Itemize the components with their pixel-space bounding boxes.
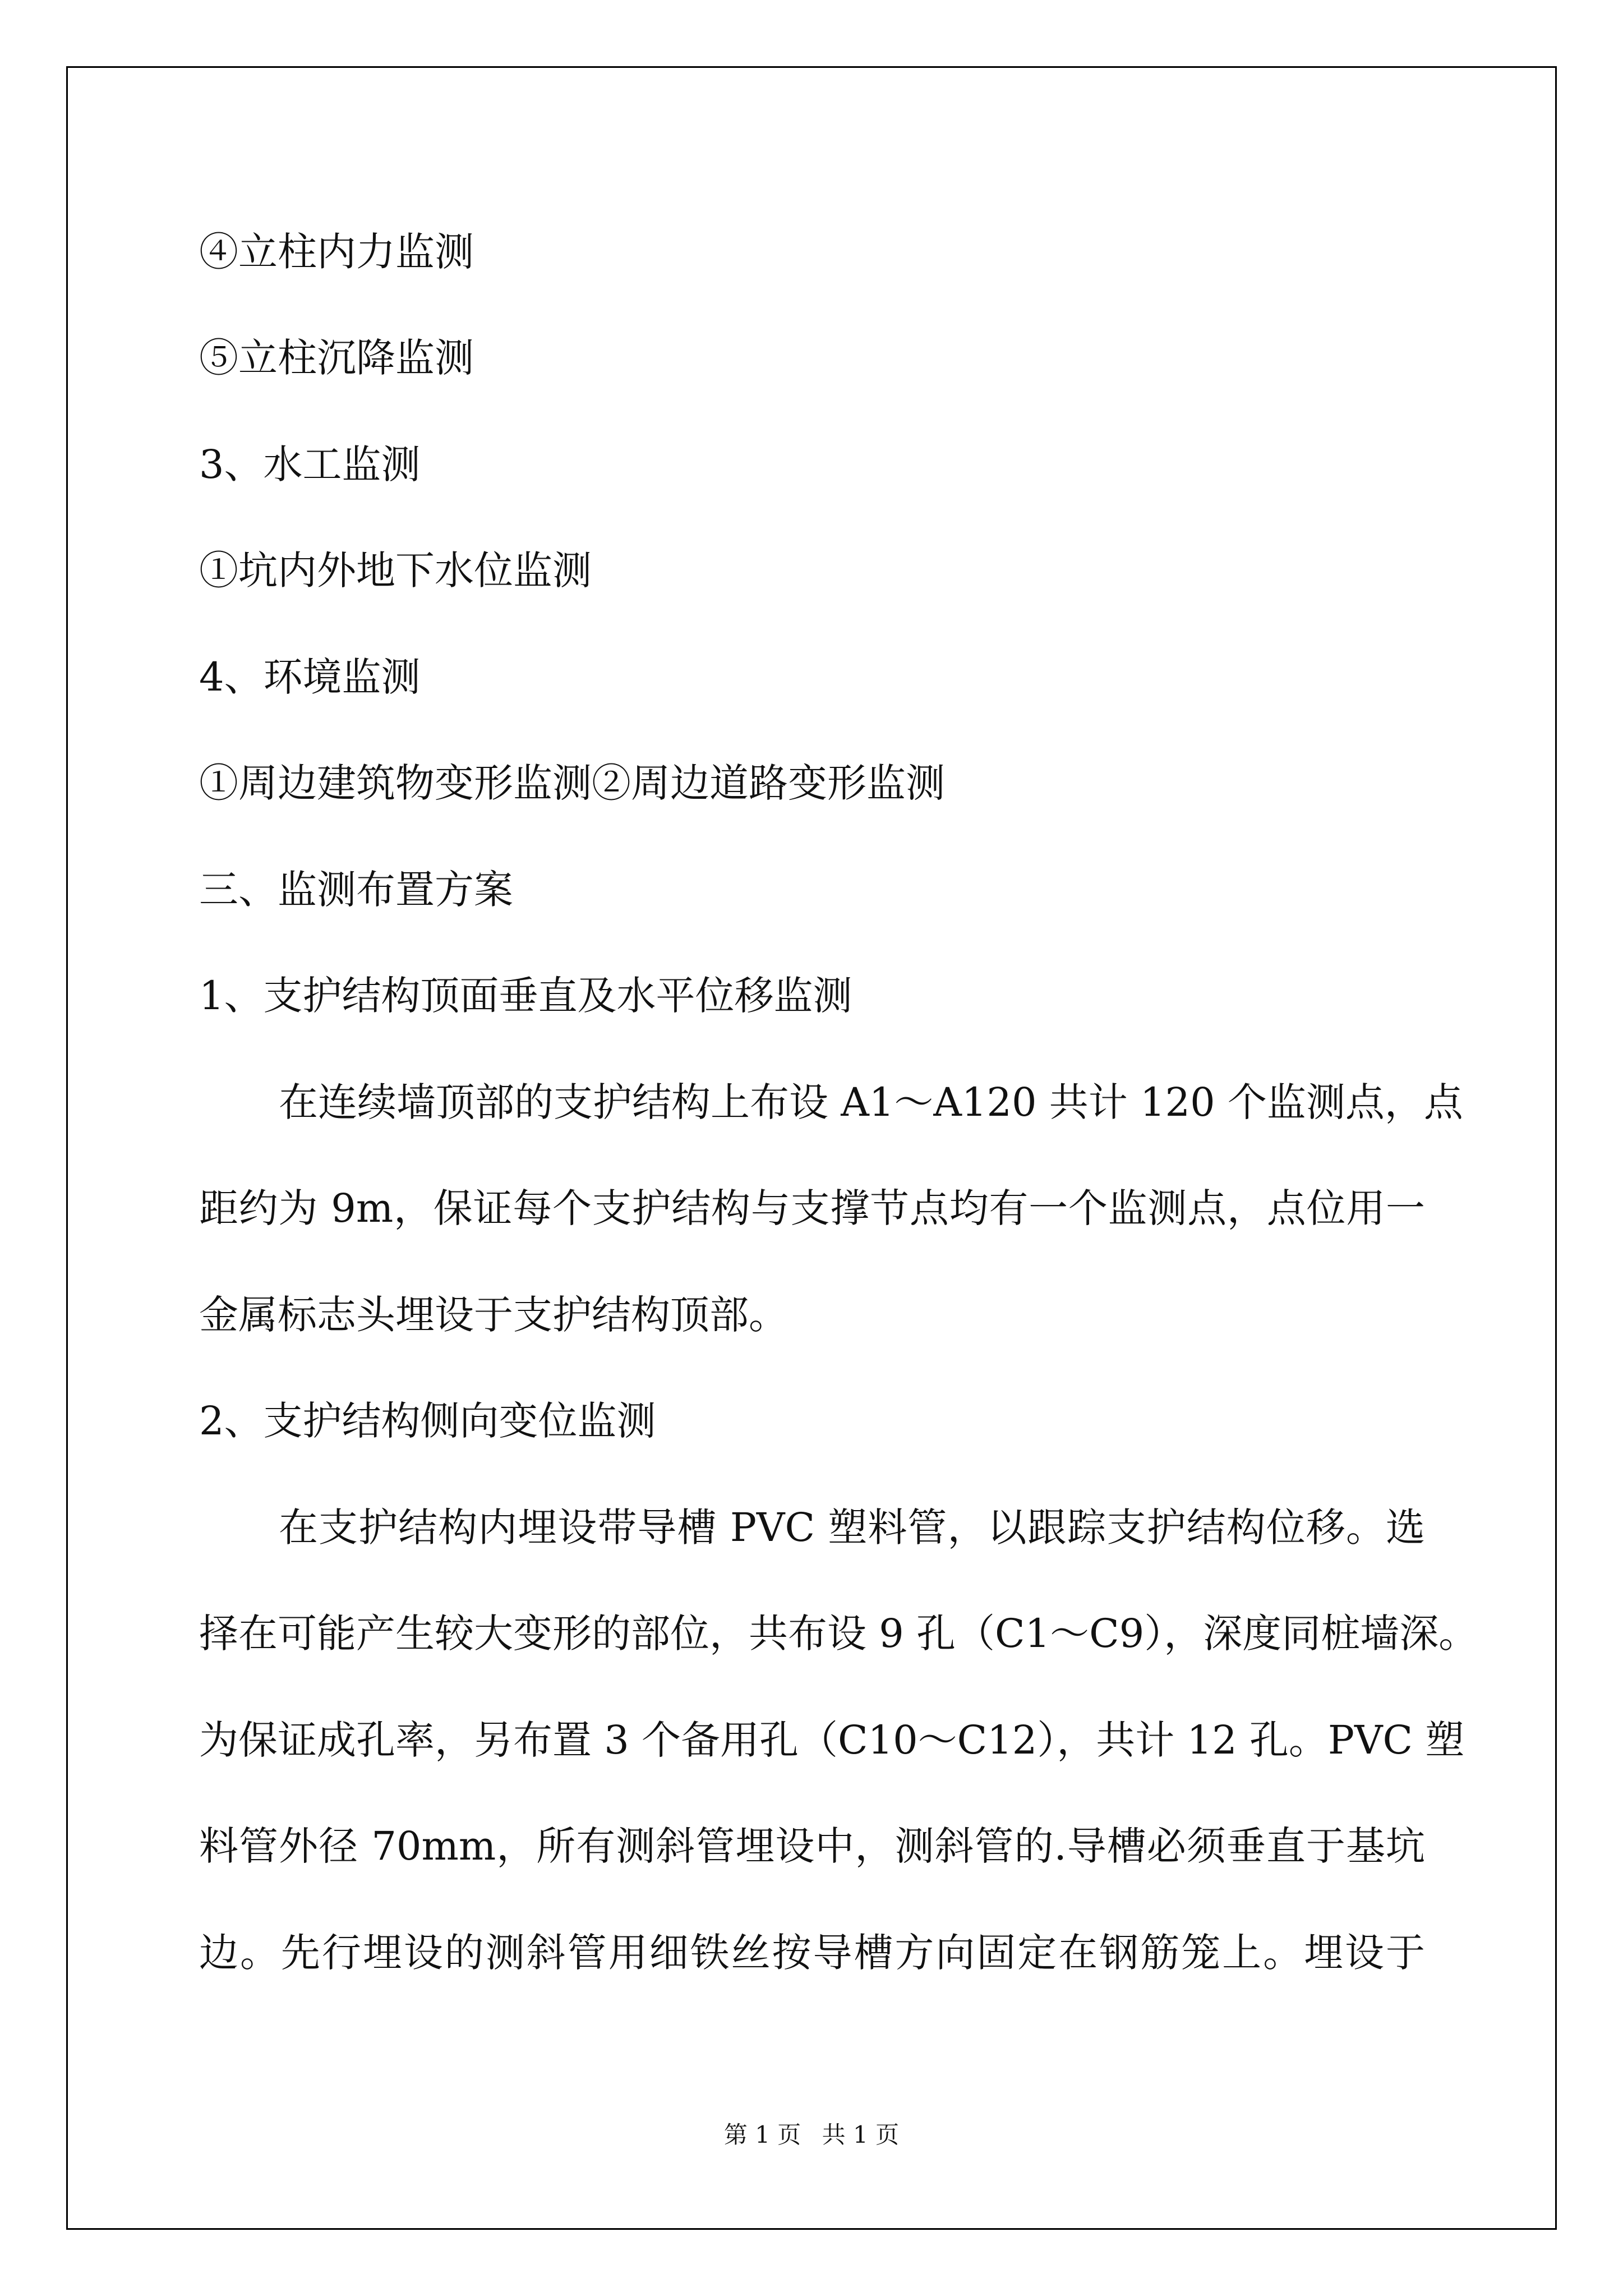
page-total: 共 1 页: [822, 2121, 900, 2148]
text-line: 3、水工监测: [199, 441, 421, 487]
paragraph-line: 择在可能产生较大变形的部位，共布设 9 孔（C1～C9），深度同桩墙深。: [199, 1611, 1478, 1657]
section-heading: 三、监测布置方案: [199, 867, 513, 913]
paragraph-line: 边。先行埋设的测斜管用细铁丝按导槽方向固定在钢筋笼上。埋设于: [199, 1930, 1425, 1976]
paragraph-line: 金属标志头埋设于支护结构顶部。: [199, 1292, 788, 1338]
paragraph-line: 距约为 9m，保证每个支护结构与支撑节点均有一个监测点，点位用一: [199, 1185, 1425, 1231]
text-line: ①坑内外地下水位监测: [199, 547, 592, 593]
text-line: ①周边建筑物变形监测②周边道路变形监测: [199, 760, 945, 806]
paragraph-line: 料管外径 70mm，所有测斜管埋设中，测斜管的.导槽必须垂直于基坑: [199, 1823, 1425, 1869]
page-number: 第 1 页: [723, 2121, 801, 2148]
text-line: ⑤立柱沉降监测: [199, 335, 474, 381]
paragraph-line: 为保证成孔率，另布置 3 个备用孔（C10～C12），共计 12 孔。PVC 塑: [199, 1717, 1465, 1763]
subsection-heading: 2、支护结构侧向变位监测: [199, 1398, 656, 1444]
text-line: 4、环境监测: [199, 654, 421, 700]
paragraph-line: 在连续墙顶部的支护结构上布设 A1～A120 共计 120 个监测点，点: [279, 1079, 1463, 1125]
paragraph-line: 在支护结构内埋设带导槽 PVC 塑料管，以跟踪支护结构位移。选: [279, 1504, 1425, 1550]
text-line: ④立柱内力监测: [199, 229, 474, 275]
page-footer: [0, 2119, 1623, 2151]
page-border: [66, 66, 1557, 2230]
subsection-heading: 1、支护结构顶面垂直及水平位移监测: [199, 973, 852, 1019]
